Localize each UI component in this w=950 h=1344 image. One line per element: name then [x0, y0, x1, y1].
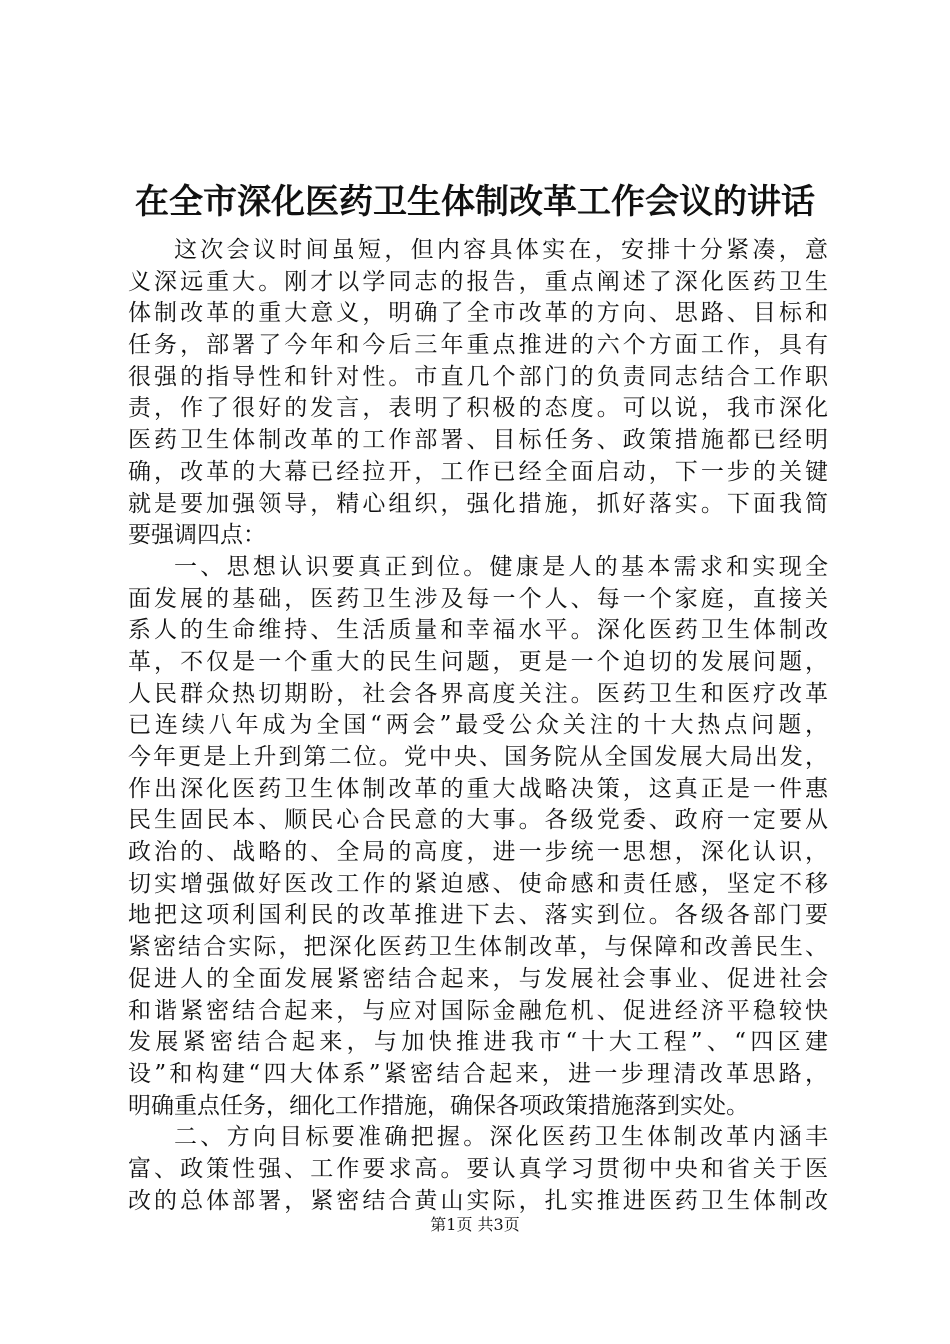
paragraph-line: 体制改革的重大意义，明确了全市改革的方向、思路、目标和 [128, 300, 828, 327]
paragraph-line: 地把这项利国利民的改革推进下去、落实到位。各级各部门要 [128, 902, 828, 929]
paragraph-line: 确，改革的大幕已经拉开，工作已经全面启动，下一步的关键 [128, 458, 828, 485]
paragraph-line: 促进人的全面发展紧密结合起来，与发展社会事业、促进社会 [128, 965, 828, 992]
paragraph-line: 要强调四点： [128, 522, 266, 549]
paragraph-line: 和谐紧密结合起来，与应对国际金融危机、促进经济平稳较快 [128, 997, 828, 1024]
paragraph-line: 作出深化医药卫生体制改革的重大战略决策，这真正是一件惠 [128, 775, 828, 802]
paragraph-line: 设”和构建“四大体系”紧密结合起来，进一步理清改革思路， [128, 1060, 828, 1087]
paragraph-line: 发展紧密结合起来，与加快推进我市“十大工程”、“四区建 [128, 1029, 828, 1056]
page-footer: 第1页 共3页 [430, 1215, 520, 1234]
document-body [128, 235, 828, 1217]
paragraph-line: 人民群众热切期盼，社会各界高度关注。医药卫生和医疗改革 [128, 680, 828, 707]
paragraph-line: 医药卫生体制改革的工作部署、目标任务、政策措施都已经明 [128, 427, 828, 454]
paragraph-line: 改的总体部署，紧密结合黄山实际，扎实推进医药卫生体制改 [128, 1187, 828, 1214]
paragraph-line: 系人的生命维持、生活质量和幸福水平。深化医药卫生体制改 [128, 617, 828, 644]
paragraph-line: 义深远重大。刚才以学同志的报告，重点阐述了深化医药卫生 [128, 268, 828, 295]
paragraph-line: 面发展的基础，医药卫生涉及每一个人、每一个家庭，直接关 [128, 585, 828, 612]
paragraph-line: 责，作了很好的发言，表明了积极的态度。可以说，我市深化 [128, 395, 828, 422]
paragraph-line: 这次会议时间虽短，但内容具体实在，安排十分紧凑，意 [174, 237, 828, 263]
paragraph-line: 一、思想认识要真正到位。健康是人的基本需求和实现全 [174, 553, 828, 580]
paragraph-line: 就是要加强领导，精心组织，强化措施，抓好落实。下面我简 [128, 490, 828, 517]
document-title: 在全市深化医药卫生体制改革工作会议的讲话 [135, 182, 815, 222]
paragraph-line: 很强的指导性和针对性。市直几个部门的负责同志结合工作职 [128, 363, 828, 390]
paragraph-line: 民生固民本、顺民心合民意的大事。各级党委、政府一定要从 [128, 807, 828, 834]
paragraph-line: 任务，部署了今年和今后三年重点推进的六个方面工作，具有 [128, 332, 828, 359]
paragraph-line: 切实增强做好医改工作的紧迫感、使命感和责任感，坚定不移 [128, 870, 828, 897]
paragraph-line: 富、政策性强、工作要求高。要认真学习贯彻中央和省关于医 [128, 1155, 828, 1182]
paragraph-line: 已连续八年成为全国“两会”最受公众关注的十大热点问题， [128, 712, 828, 739]
paragraph-line: 明确重点任务，细化工作措施，确保各项政策措施落到实处。 [128, 1092, 749, 1119]
paragraph-line: 革，不仅是一个重大的民生问题，更是一个迫切的发展问题， [128, 648, 828, 675]
paragraph-line: 今年更是上升到第二位。党中央、国务院从全国发展大局出发， [128, 744, 828, 770]
paragraph-line: 二、方向目标要准确把握。深化医药卫生体制改革内涵丰 [174, 1124, 828, 1151]
paragraph-line: 政治的、战略的、全局的高度，进一步统一思想，深化认识， [128, 839, 828, 866]
paragraph-line: 紧密结合实际，把深化医药卫生体制改革，与保障和改善民生、 [128, 934, 828, 961]
